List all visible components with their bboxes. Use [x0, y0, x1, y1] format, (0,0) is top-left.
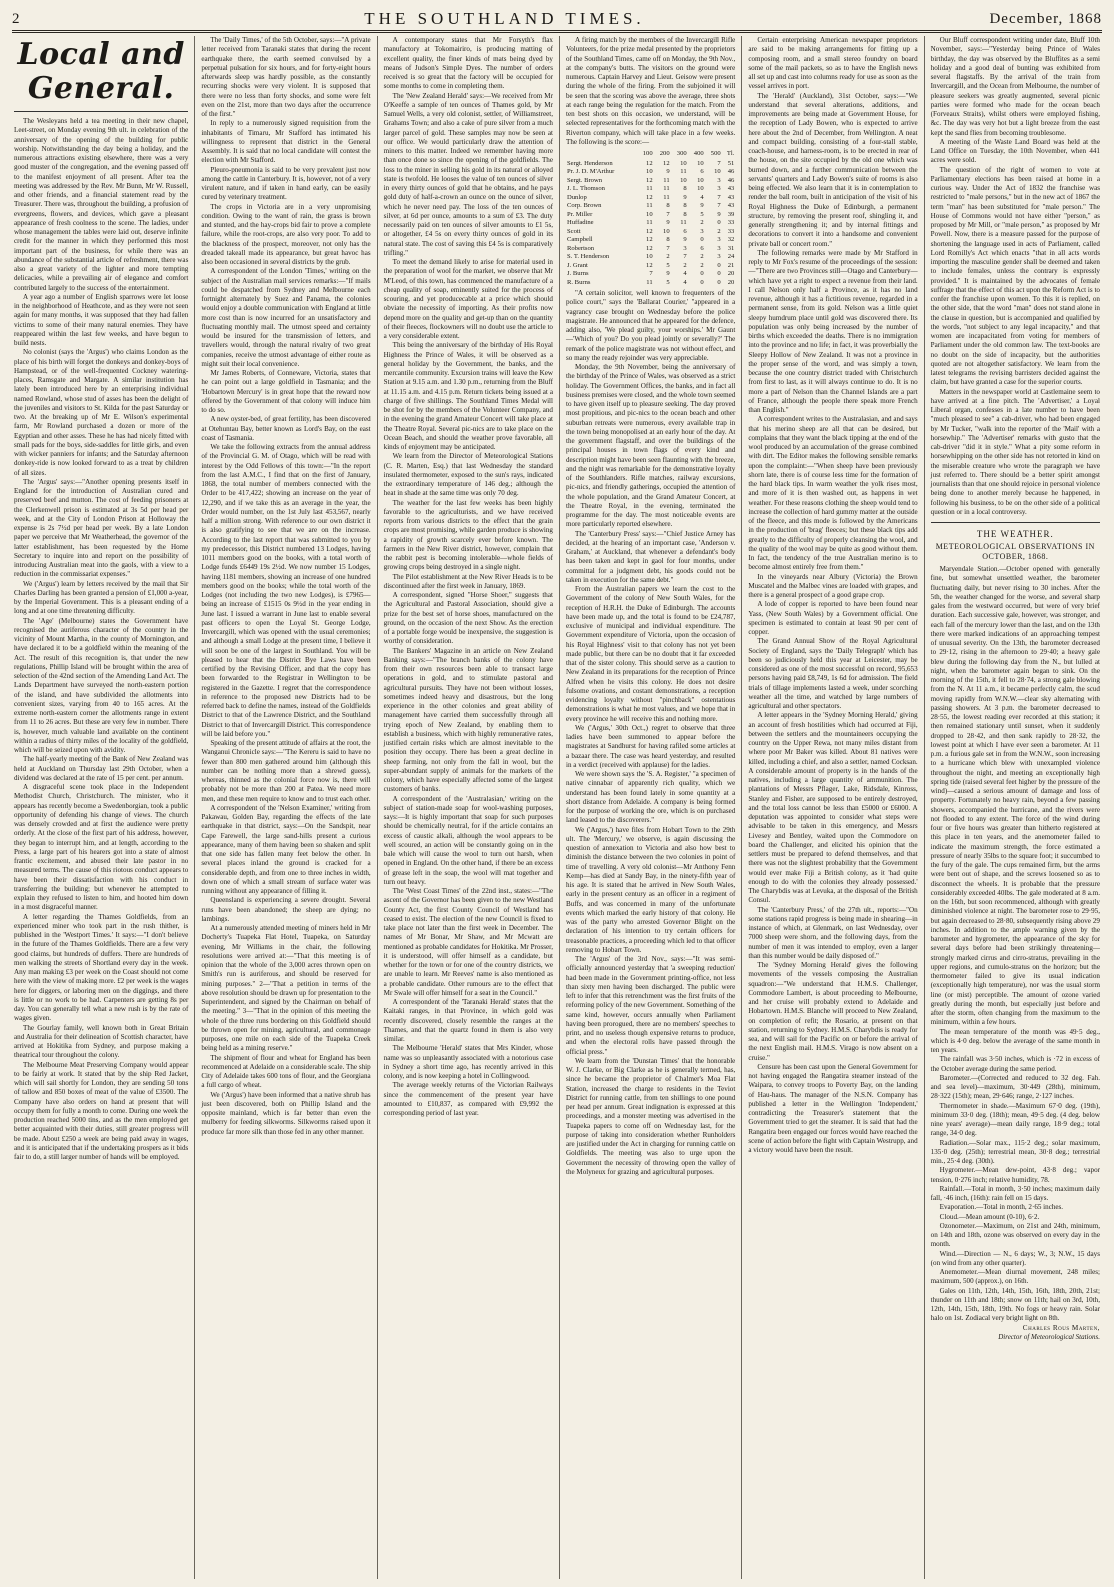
table-row — [566, 177, 735, 186]
table-row — [566, 279, 735, 288]
article-paragraph: The Bankers' Magazine in an article on New Zealand Banking says:—"The branch banks of the colony have from their own resources been able to transact large operations in gold, and to stimulate pastoral and agricultural pursuits. They have not been without losses, sometimes indeed heavy and disastrous, but the long experience in the other colonies and great ability of management have carried them successfully through all trying epoch of New Zealand, by enabling them to establish a business, which with highly remunerative rates, justified certain risks which are almost inevitable to the position they occupy. There has been a great decline in sheep farming, not only from the fall in wool, but the super-abundant supply of animals for the markets of the colony, which have especially affected some of the largest customers of banks. — [383, 646, 553, 794]
range-score: 11 — [646, 278, 653, 286]
range-score: 10 — [697, 185, 704, 192]
total-score: 43 — [727, 185, 735, 192]
article-paragraph: A correspondent, signed "Horse Shoer," suggests that the Agricultural and Pastoral Association, should give a prize for the best set of horse shoes, manufactured on the ground, on the occasion of the next Show. As the erection of a portable forge would be inexpensive, the suggestion is worthy of consideration. — [383, 591, 553, 646]
range-score: 12 — [646, 176, 653, 184]
article-paragraph: The half-yearly meeting of the Bank of New Zealand was held at Auckland on Thursday last 29th October, when a dividend was declared at the rate of 15 per cent. per annum. — [14, 755, 189, 782]
article-paragraph: Matters in the newspaper world at Castlemaine seem to have arrived at a fine pitch. The 'Advertiser,' a Loyal Liberal organ, confesses in a late number to have been "much pleased to see" a cab-driver, who had been engaged by Mr Tucker, "walk into the reporter of the 'Mail' with a horsewhip." The 'Advertiser' remarks with gusto that the cab-driver "did it in style." What a pity some reform in horsewhipping on the other side has not retorted in kind on the miserable creature who wrote the paragraph we have just referred to. There should be a better spirit amongst journalists than that one should rejoice in personal violence being done to another merely because he happened, in following his business, to be on the other side of a political question or in a local controversy. — [930, 387, 1100, 516]
rifle-range-header: 500 — [710, 150, 721, 157]
article-paragraph: Thermometer in shade.—Maximum 67·0 deg. (19th), minimum 33·0 deg. (18th); mean, 49·5 deg. (4 deg. below nine years' average)—mean daily range, 18·9 deg.; total range, 34·0 deg. — [930, 1101, 1100, 1138]
article-paragraph: The Melbourne 'Herald' states that Mrs Kinder, whose name was so unpleasantly associated with a notorious case in Sydney a short time ago, has recently arrived in this colony, and is now keeping a hotel in Collingwood. — [383, 1044, 553, 1080]
range-score: 12 — [663, 159, 670, 167]
total-score: 20 — [727, 278, 735, 286]
range-score: 9 — [700, 202, 704, 209]
column-6-articles — [931, 36, 1100, 517]
table-row — [566, 245, 735, 254]
range-score: 7 — [666, 244, 670, 252]
shooter-name: Pr. Miller — [566, 210, 593, 218]
range-score: 7 — [666, 210, 670, 218]
shooter-name: J. Burns — [566, 270, 589, 277]
article-paragraph: The crops in Victoria are in a very unpromising condition. Owing to the want of rain, the grass is brown and stunted, and the hay-crops bid fair to prove a complete failure, while the root-crops, are also very poor. To add to the blackness of the prospect, moreover, not only has the dreaded takeall made its appearance, but great havoc has also been occasioned in several districts by the grub. — [201, 202, 371, 266]
rifle-score-header — [566, 149, 735, 160]
range-score: 5 — [666, 261, 670, 269]
article-paragraph: A letter appears in the 'Sydney Morning Herald,' giving an account of fresh hostilities which had occurred at Fiji, between the settlers and the mountaineers occupying the country on the Upper Rewa, not many miles distant from where poor Mr Baker was killed. About 81 natives were killed, including a chief, and also a settler, named Cocksan. A considerable amount of property is in the hands of the natives, including a large quantity of ammunition. The plantations of Messrs Pflager, Lake, Ridsdale, Kinross, Stanley and Fisher, are supposed to be entirely destroyed, and the total loss cannot be less than £5000 or £6000. A deputation was appointed to consider what steps were advisable to be taken in this emergency, and Messrs Livesey and Bentley, waited upon the Commodore on board the Challenger, and elicited his opinion that the settlers must be prepared to defend themselves, and that there was not the slightest probability that the Government would ever make Fiji a British colony, as it 'had quite enough to do with the colonies they already possessed.' The Charybdis was at Levuka, at the disposal of the British Consul. — [748, 711, 918, 905]
range-score: 7 — [717, 159, 721, 167]
total-score: 33 — [727, 227, 735, 235]
article-paragraph: Cloud.—Mean amount (0-10), 6·2. — [939, 1212, 1040, 1221]
article-paragraph: The 'West Coast Times' of the 22nd inst., states:—"The ascent of the Governor has been given to the new Westland County Act, the first County Council of Westland has ceased to exist. The election of the new Council is fixed to take place not later than the first week in December. The names of Mr Bonar, Mr Shaw, and Mr Mcwatt are mentioned as probable candidates for Hokitika. Mr Prosser, it is understood, will offer himself as a candidate, but whether for the town or for one of the country districts, we are unable to learn. Mr Reeves' name is also mentioned as a probable candidate. Other rumours are to the effect that Mr Swale will offer himself for a seat in the Council." — [383, 887, 553, 997]
article-paragraph: From the Australian papers we learn the cost to the Government of the colony of New South Wales, for the reception of H.R.H. the Duke of Edinburgh. The accounts have been made up, and the total is found to be £24,787, exclusive of municipal and individual expenditure. The Government expenditure of Victoria, upon the occasion of his Royal Highness' visit to that colony has not yet been made public, but there can be no doubt that it far exceeded that of the sister colony. This should serve as a caution to New Zealand in its preparations for the reception of Prince Alfred when he visits this colony. He does not desire fulsome ovations, and costant demonstrations, a reception evidencing loyalty without "pinchback" ostentatious demonstrations is what he most values, and we hope that in every province he will receive this and nothing more. — [565, 585, 736, 723]
range-score: 10 — [646, 253, 653, 260]
article-paragraph: The 'Argus' says:—"Another opening presents itself in England for the introduction of Australian cured and preserved beef and mutton. The cost of feeding prisoners at the Clerkenwell prison is estimated at 3s 5d per head per week, and at the City of London Prison at Holloway the expense is 2s 7½d per head per week. By a late London paper we perceive that Mr Weatherhead, the governor of the latter establishment, has been requested by the Home Secretary to inquire into and report on the possibility of introducing Australian meat into the gaols, with a view to a reduction in the commissariat expenses." — [14, 477, 189, 579]
rifle-match-intro: A firing match by the members of the Invercargill Rifle Volunteers, for the prize medal presented by the proprietors of the Southland Times, came off on Monday, the 9th Nov., at the company's butts. The visitors on the ground were numerous. Captain Harvey and Lieut. Geisow were present during the whole of the firing. From the subjoined it will be seen that the scoring was above the average, three shots at each range being the regulation for the match. From the ten best shots on this occasion, we understand, will be selected representatives for the forthcoming match with the Riverton company, which will take place in a few weeks. The following is the score:— — [565, 36, 736, 146]
range-score: 3 — [700, 227, 704, 235]
rifle-range-header: 100 — [642, 150, 653, 157]
table-row — [566, 194, 735, 203]
section-heading: Local and General. — [17, 37, 185, 106]
article-paragraph: This being the anniversary of the birthday of His Royal Highness the Prince of Wales, it will be observed as a general holiday by the Government, the banks, and the mercantile community. Excursion trains will leave the Kew Station at 9.15 a.m. and 1.30 p.m., returning from the Bluff at 11.15 a.m. and 4.15 p.m. Return tickets being issued at a charge of five shillings. The Southland Times Medal will be shot for by the members of the Volunteer Company, and in the evening the grand Amateur Concert will take place at the Theatre Royal. Several pic-nics are to take place on the Ocean Beach, and should the weather prove favorable, all kinds of enjoyment may be anticipated. — [383, 341, 553, 451]
rifle-range-header: 400 — [693, 150, 704, 157]
range-score: 10 — [680, 176, 687, 184]
article-paragraph: The 'Canterbury Press,' of the 27th ult., reports:—"On some stations rapid progress is being made in shearing—in instance of which, at Glenmark, on last Wednesday, over 7000 sheep were shorn, and the following days, from the number of men it was intended to employ, even a larger than this number would be daily disposed of." — [748, 905, 918, 960]
range-score: 2 — [717, 227, 721, 235]
article-paragraph: Monday, the 9th November, being the anniversary of the birthday of the Prince of Wales, was observed as a strict holiday. The Government Offices, the banks, and in fact all business premises were closed, and the whole town seemed to have given itself up to pleasure seeking. The day proved most propitious, and pic-nics to the ocean beach and other suburban retreats were numerous, every available trap in the town being monopolised at an early hour of the day. At the government flagstaff, and over the buildings of the principal houses in town flags of every kind and description might have been seen flaunting with the breeze, and the night was remarkable for the demonstrative loyalty of the Southlanders. Rifle matches, railway excursions, pic-nics, and friendly gatherings, occupied the attention of the whole population, and the Grand Amateur Concert, at the Theatre Royal, in the evening, terminated the programme for the day. The most noticeable events are more particularly reported elsewhere. — [565, 363, 736, 529]
range-score: 0 — [717, 270, 721, 277]
range-score: 8 — [683, 210, 687, 218]
article-paragraph: The Gourlay family, well known both in Great Britain and Australia for their delineation of Scottish character, have arrived at Hokitika from Sydney, and purpose making a theatrical tour throughout the colony. — [14, 1023, 189, 1060]
rifle-score-body — [566, 160, 735, 288]
range-score: 0 — [700, 236, 704, 243]
article-paragraph: Evaporation.—Total in month, 2·65 inches. — [939, 1203, 1064, 1212]
range-score: 3 — [717, 244, 721, 252]
article-paragraph: A correspondent of the 'Australasian,' writing on the subject of station-made soap for wool-washing purposes, says:—It is highly important that soap for such purposes should be chemically neutral, for if the article contains an excess of caustic alkali, although the wool appears to be well scoured, an action will be constantly going on in the bale which will cause the wool to turn out harsh, when opened in England. On the other hand, if there be an excess of grease left in the soap, the wool will mat together and turn out heavy. — [383, 794, 553, 886]
table-row — [566, 160, 735, 169]
article-paragraph: To meet the demand likely to arise for material used in the preparation of wool for the market, we observe that Mr M'Leod, of this town, has commenced the manufacture of a cheap quality of soap, eminently suited for the process of scouring, and yet producecable at a price which should obviate the necessity of importing. As their profits now depend more on the quality and get-up than on the quantity of their fleeces, flockowners will no doubt use the article to a very considerable extent. — [383, 258, 553, 340]
range-score: 9 — [683, 236, 687, 243]
article-paragraph: The average weekly returns of the Victorian Railways since the commencement of the present year have amounted to £10,837, as compared with £9,992 the corresponding period of last year. — [383, 1081, 553, 1117]
total-score: 43 — [727, 193, 735, 201]
range-score: 9 — [683, 193, 687, 201]
column-4-articles — [566, 289, 735, 1177]
article-paragraph: Rainfall.—Total in month, 3·50 inches; maximum daily fall, ·46 inch, (16th): rain fell on 15 days. — [930, 1184, 1100, 1202]
range-score: 8 — [683, 202, 687, 209]
page-number: 2 — [12, 10, 20, 27]
table-row — [566, 185, 735, 194]
table-row — [566, 270, 735, 279]
article-paragraph: The Grand Annual Show of the Royal Agricultural Society of England, says the 'Daily Telegraph' which has been so judiciously held this year at Leicester, may be considered as one of the most successful on record, 95,653 persons having paid £8,749, 1s 6d for admission. The field trials of tillage implements lasted a week, under scorching weather all the time, and watched by large numbers of agricultural and other spectators. — [748, 637, 918, 710]
range-score: 11 — [680, 168, 687, 175]
range-score: 0 — [700, 270, 704, 277]
column-4 — [559, 36, 741, 1579]
article-paragraph: A correspondent of the London 'Times,' writing on the subject of the Australian mail services remarks:—"If mails could be despatched from Sydney and Melbourne each fortnight alternately by Suez and Panama, the colonies would enjoy a double communication with England at little more cost than is now incurred for an unsatisfactory and fluctuating monthly mail. The utmost speed and certainty would be insured for the transmission of letters, and travellers would, through the natural rivalry of two great companies, receive the utmost advantage of either route as might suit their local convenience. — [201, 267, 371, 368]
range-score: 10 — [646, 168, 653, 175]
article-paragraph: The Melbourne Meat Preserving Company would appear to be fairly at work. It stated that by the ship Red Jacket, which will sail shortly for London, they are sending 50 tons of tallow and 850 boxes of meat of the value of £3500. The Company have also orders on hand at present that will occupy them for fully a month to come. During one week the production reached 5000 tins, and as the men employed get better acquainted with their duties, still greater progress will be made. About £250 a week are being paid away in wages, and it is anticipated that if the undertaking prospers as it bids fair to do, a still larger number of hands will be employed. — [14, 1060, 189, 1161]
article-paragraph: The 'Argus' of the 3rd Nov., says:—"It was semi-officially announced yesterday that 'a sweeping reduction' had been made in the Government printing-office, not less than sixty men having been discharged. The public were left to infer that this retrenchment was the first fruits of the reforming policy of the new Government. Something of the same kind, however, occurs annually when Parliament having been prorogued, there are no members' speeches to print, and no useless though expensive returns to produce, and when the electoral rolls have passed through the official press." — [565, 955, 736, 1056]
total-score: 20 — [727, 270, 735, 277]
range-score: 9 — [717, 210, 721, 218]
article-paragraph: Ozonometer.—Maximum, on 21st and 24th, minimum, on 14th and 18th, ozone was observed on every day in the month. — [930, 1221, 1100, 1249]
range-score: 11 — [646, 202, 653, 209]
range-score: 12 — [646, 244, 653, 252]
range-score: 5 — [700, 210, 704, 218]
article-paragraph: A year ago a number of English sparrows were let loose in the neighborhood of Heathcote, and as they were not seen again for many months, it was supposed that they had fallen victims to some of their many natural enemies. They have reappeared within the last few weeks, and have begun to build nests. — [14, 292, 189, 347]
article-paragraph: No colonist (says the 'Argus') who claims London as the place of his birth will forget the donkeys and donkey-boys of Hampstead, or of the well-frequented Cockney watering-places, Ramsgate and Margate. A similar institution has lately been introduced here by an enterprising individual named Rowland, whose stud of asses has been the delight of the juveniles and visitors to St. Kilda for the past Saturday or two. At the breaking up of Mr E. Wilson's experimental farm, Mr Rowland purchased a dozen or more of the Egyptian and other asses. These he has had nicely fitted with small pads for the boys, side-saddles for little girls, and even with wicker panniers for infants; and the Saturday afternoon donkey-ride is now looked forward to as a treat by children of all sizes. — [14, 348, 189, 477]
range-score: 9 — [666, 270, 670, 277]
article-paragraph: The Wesleyans held a tea meeting in their new chapel, Leet-street, on Monday evening 9th ult. in celebration of the anniversary of the opening of the building for public worship. Notwithstanding the day being a holiday, and the numerous attractions existing elsewhere, there was a very good muster of the congregation, and the evening passed off to the manifest enjoyment of all present. After tea the meeting was addressed by the Rev. Mr Bunn, Mr W. Russell, and other friends, and a financial statement read by the Treasurer. There was, throughout the building, a profusion of evergreens, flowers, and devices, which gave a pleasant appearance of fresh coolness to the scene. The ladies, under whose management the tables were laid out, deserve infinite credit for the manner in which they performed this most important part of the business, for while there was an abundance of the substantial article of refreshment, there was also a great variety of the lighter and more tempting delicacies, while a prevailing air of elegance and comfort contributed largely to the success of the entertainment. — [14, 117, 189, 292]
column-5-articles — [748, 36, 917, 1155]
article-paragraph: Pleuro-pneumonia is said to be very prevalent just now among the cattle in Canterbury. It is, however, not of a very virulent nature, and if taken in hand early, can be easily cured by veterinary treatment. — [201, 165, 371, 202]
range-score: 3 — [717, 176, 721, 184]
range-score: 2 — [700, 219, 704, 226]
shooter-name: R. Burns — [566, 278, 591, 286]
range-score: 5 — [666, 278, 670, 286]
range-score: 3 — [683, 244, 687, 252]
table-row — [566, 236, 735, 245]
article-paragraph: Mr James Roberts, of Conneware, Victoria, states that he can point out a large goldfield in Tasmania; and the 'Hobartown Mercury' is in great hope that the reward now offered by the Government of that colony will induce him to do so. — [201, 369, 371, 414]
shooter-name: J. L. Thomson — [566, 185, 605, 192]
shooter-name: Sergt. Brown — [566, 176, 603, 184]
shooter-name: J. Grant — [566, 261, 588, 269]
weather-report — [931, 565, 1100, 1324]
total-score: 46 — [727, 168, 735, 175]
article-paragraph: Censure has been cast upon the General Government for not having engaged the Rangatira steamer instead of the Waipara, to convey troops to Poverty Bay, on the landing of Hau-haus. The manager of the N.S.N. Company has published a letter in the Wellington 'Independent,' contradicting the Treasurer's statement that the Government tried to get the steamer. It is said that had the Rangatira been engaged our forces would have reached the scene of action before the fight with Captain Westrupp, and a victory would have been the result. — [748, 1062, 918, 1154]
shooter-name: Corp. Brown — [566, 202, 602, 209]
article-paragraph: The 'Daily Times,' of the 5th October, says:—"A private letter received from Taranaki states that during the recent earthquake there, the earth seemed convulsed by a perpetual pulsation for six hours, and for forty-eight hours afterwards sleep was hardly possible, as the constantly recurring shocks were very violent. It is supposed that there were no less than forty shocks, and some were felt even on the 21st, more than two days after the occurrence of the first." — [201, 36, 371, 118]
range-score: 11 — [680, 219, 687, 226]
article-paragraph: A disgraceful scene took place in the Independent Methodist Church, Christchurch. The minister, who it appears has recently become a Swedenborgian, took a public opportunity of defending his change of views. The church was densely crowded and at first the audience were pretty orderly. At the close of the first part of his address, however, they began to interrupt him, and at length, according to the Press, a large part of his hearers got into a state of almost frantic excitement, and abused their late pastor in no measured terms. The cause of this riotous conduct appears to have been their dissatisfaction with his conduct in transferring the building; but whenever he attempted to explain they refused to listen to him, and hooted him down in a most disgraceful manner. — [14, 783, 189, 912]
column-2 — [194, 36, 376, 1579]
range-score: 10 — [646, 210, 653, 218]
article-paragraph: The 'Canterbury Press' says:—"Chief Justice Arney has decided, at the hearing of an important case, 'Anderson v. Graham,' at Auckland, that whenever a defendant's body has been taken and kept in gaol for four months, under committal for a judgment debt, his goods could not be taken in execution for the same debt." — [565, 529, 736, 584]
range-score: 2 — [700, 253, 704, 260]
rifle-range-header: Tl. — [726, 150, 735, 157]
shooter-name: Sergt. Henderson — [566, 159, 613, 167]
range-score: 2 — [683, 261, 687, 269]
shooter-name: Scott — [566, 227, 581, 235]
rifle-range-header: 300 — [676, 150, 687, 157]
range-score: 11 — [646, 185, 653, 192]
article-paragraph: We ('Argus,' 30th Oct.,) regret to observe that three ladies have been summoned to appear before the magistrates at Sandhurst for having rafiled some articles at a bazaar there. The case was heard yesterday, and resulted in a verdict (received with applause) for the ladies. — [565, 723, 736, 769]
article-paragraph: The mean temperature of the month was 49·5 deg., which is 4·0 deg. below the average of the same month in ten years. — [930, 1027, 1100, 1054]
total-score: 46 — [727, 176, 735, 184]
article-paragraph: Radiation.—Solar max., 115·2 deg.; solar maximum, 135·0 deg. (25th); terrestrial mean, 30·8 deg.; terrestrial min., 25·4 deg. (30th). — [930, 1138, 1100, 1165]
rifle-range-header: 200 — [659, 150, 670, 157]
article-paragraph: In the vineyards near Albury (Victoria) the Brown Muscatel and the Malbec vines are loaded with grapes, and there is a general prospect of a good grape crop. — [748, 572, 918, 599]
range-score: 6 — [683, 227, 687, 235]
total-score: 39 — [727, 210, 735, 218]
range-score: 10 — [697, 159, 704, 167]
article-paragraph: Hygrometer.—Mean dew-point, 43·8 deg.; vapor tension, 0·276 inch; relative humidity, 78. — [930, 1166, 1100, 1184]
masthead — [12, 8, 1102, 33]
article-paragraph: We learn from the Director of Meteorological Stations (C. R. Marten, Esq.) that last Wednesday the standard insulated thermometer, exposed to the sun's rays, indicated the extraordinary temperature of 146 deg.; although the heat in shade at the same time was only 70 deg. — [383, 452, 553, 498]
range-score: 12 — [646, 227, 653, 235]
table-row — [566, 202, 735, 211]
range-score: 7 — [683, 253, 687, 260]
table-row — [566, 168, 735, 177]
article-paragraph: The rainfall was 3·50 inches, which is ·72 in excess of the October average during the same period. — [930, 1055, 1100, 1073]
range-score: 4 — [700, 193, 704, 201]
range-score: 8 — [666, 236, 670, 243]
range-score: 8 — [666, 202, 670, 209]
article-paragraph: A meeting of the Waste Land Board was held at the Land Office on Tuesday, the 10th November, when 441 acres were sold. — [930, 137, 1100, 165]
article-paragraph: A correspondent of the 'Taranaki Herald' states that the Kaitaki ranges, in that Province, in which gold was recently discovered, closely resemble the ranges at the Thames, and that the quartz found in them is also very similar. — [383, 998, 553, 1043]
shooter-name: Dunlop — [566, 193, 587, 201]
divider — [14, 111, 188, 112]
article-paragraph: We ('Argus') learn by letters received by the mail that Sir Charles Darling has been granted a pension of £1,000 a-year, by the Imperial Government. This is a pleasant ending of a long and at one time threatening difficulty. — [14, 579, 189, 616]
range-score: 7 — [717, 202, 721, 209]
shooter-name: Huffadine — [566, 219, 594, 226]
article-paragraph: The 'Sydney Morning Herald' gives the following movements of the vessels composing the Australian squadron:—"We understand that H.M.S. Challenger, Commodore Lambert, is about proceeding to Melbourne, and her cruise will probably extend to Adelaide and Hobartown. H.M.S. Blanche will proceed to New Zealand, on completion of refit; the Rosario, at present on that station, returning to Sydney. H.M.S. Charybdis is ready for sea, and will sail for the Pacific on or before the arrival of the next English mail. H.M.S. Virago is now absent on a cruise." — [748, 961, 918, 1062]
article-paragraph: Speaking of the present attitude of affairs at the root, the Wanganui Chronicle says:—"The Kereru is said to have no fewer than 800 men gathered around him (although this number can be nothing more than a shrewd guess), whereas, thinned as the colonial force now is, there will probably not be more than 200 at Patea. We need more men, and these men require to know and to trust each other. — [201, 739, 371, 803]
article-paragraph: Queensland is experiencing a severe drought. Several runs have been abandoned; the sheep are dying; no lambings. — [201, 896, 371, 923]
range-score: 2 — [700, 261, 704, 269]
range-score: 3 — [717, 185, 721, 192]
range-score: 4 — [683, 270, 687, 277]
rifle-score-table — [566, 149, 735, 287]
article-paragraph: A letter regarding the Thames Goldfields, from an experienced miner who took part in the rush thither, is published in the 'Westport Times.' It says:—"I don't believe in the future of the Thames Goldfields. There are a few very good claims, but hundreds of duffers. There are hundreds of men walking the streets of Shortland every day in the week. Any man making £3 per week on the Coast should not come here with the view of making more. £2 per week is the wages here for diggers, or laboring men on the diggings, and there is little or no work to be had. Carpenters are getting 8s per day. You can generally tell what a new rush is by the rate of wages given. — [14, 912, 189, 1023]
signature-name: Charles Rous Marten, — [1022, 1323, 1100, 1332]
article-paragraph: A lode of copper is reported to have been found near Yass, (New South Wales) by a Government official. One specimen is estimated to contain at least 90 per cent of copper. — [748, 600, 918, 636]
article-paragraph: Gales on 11th, 12th, 14th, 15th, 16th, 18th, 20th, 21st; thunder on 11th and 18th; snow on 11th; hail on 3rd, 10th, 12th, 14th, 15th, 18th, 19th. No fogs or heavy rain. Solar halo on 1st. Zodiacal very bright light on 8th. — [930, 1286, 1100, 1323]
range-score: 7 — [649, 270, 653, 277]
shooter-name: Pr. J. D. M'Arthur — [566, 168, 615, 175]
range-score: 6 — [700, 244, 704, 252]
table-row — [566, 262, 735, 271]
range-score: 10 — [680, 159, 687, 167]
article-paragraph: We ('Argus') have been informed that a native shrub has just been discovered, both on Phillip Island and the opposite mainland, which is far better than even the mulberry for feeding silkworms. Silkworms raised upon it produce far more silk than those fed in any other manner. — [201, 1090, 371, 1136]
table-row — [566, 253, 735, 262]
divider — [931, 522, 1100, 523]
article-paragraph: We learn from the 'Dunstan Times' that the honorable W. J. Clarke, or Big Clarke as he is generally termed, has, since he became the proprietor of Chalmer's Moa Flat Station, increased the charge to residents in the Teviot District for running cattle, from ten shillings to one pound per head per annum. Great indignation is expressed at this proceedings, and a monster meeting was advertised in the Tuapeka papers to come off on Wednesday last, for the purpose of taking into consideration whether Runholders are justified under the Act in charging for running cattle on Goldfields. The meeting was also to urge upon the Government the necessity of throwing open the valley of the Molyneux for grazing and agricultural purposes. — [565, 1056, 736, 1176]
article-paragraph: Our Bluff correspondent writing under date, Bluff 10th November, says:—"Yesterday being Prince of Wales birthday, the day was observed by the Bluffites as a semi holiday and a good deal of bunting was exhibited from several flagstaffs. By the arrival of the train from Invercargill, and the Ocean from Melbourne, the number of pleasure seekers was greatly augmented, several picnic parties were formed who made for the ocean beach (Forveaux Straits), whilst others were employed fishing, &c. The day was very hot but a light breeze from the east kept the sand flies from becoming troublesome. — [930, 36, 1100, 137]
total-score: 43 — [727, 202, 735, 209]
column-3-articles — [384, 36, 553, 1118]
range-score: 0 — [717, 278, 721, 286]
shooter-name: S. T. Henderson — [566, 253, 610, 260]
article-paragraph: In reply to a numerously signed requisition from the inhabitants of Timaru, Mr Stafford has intimated his willingness to represent that district in the General Assembly. It is said that no local candidate will contest the election with Mr Stafford. — [201, 119, 371, 165]
range-score: 11 — [663, 176, 670, 184]
article-paragraph: A correspondent of the 'Nelson Examiner,' writing from Pakawau, Golden Bay, regarding the effects of the late earthquake in that district, says:—On the Sandspit, near Cape Farewell, the large sand-hills present a curious appearance, many of them having been so shaken and split that one side has fallen many feet below the other. In several places inland the ground is cracked for a considerable depth, and from one to three inches in width, down one of which a small stream of surface water was running without any appearance of filling it. — [201, 803, 371, 895]
weather-heading: THE WEATHER. — [976, 529, 1054, 539]
range-score: 0 — [717, 219, 721, 226]
table-row — [566, 228, 735, 237]
column-1-articles — [14, 117, 188, 1162]
page-columns — [12, 36, 1106, 1579]
weather-subheading: METEOROLOGICAL OBSERVATIONS IN OCTOBER, 1868. — [935, 542, 1095, 561]
range-score: 6 — [700, 168, 704, 175]
range-score: 3 — [717, 236, 721, 243]
signature-title: Director of Meteorological Stations. — [998, 1332, 1100, 1341]
article-paragraph: A new oyster-bed, of great fertility, has been discovered at Otehuntau Bay, better known as Lord's Bay, on the east coast of Tasmania. — [201, 415, 371, 442]
range-score: 0 — [717, 261, 721, 269]
range-score: 7 — [717, 193, 721, 201]
article-paragraph: Maryendale Station.—October opened with generally fine, but somewhat unsettled weather, the barometer fluctuating daily, but never rising to 30 inches. After the 5th, the weather changed for the worse, and several sharp gales from the westward occurred, but were of very brief duration. Each successive gale, however, was stronger, and each fall of the mercury lower than the last, and on the 13th there were marked indications of an approaching tempest of unusual severity. On the 13th, the barometer decreased to 29·12, rising in the afternoon to 29·40; a heavy gale blew during the following day from the N., but lulled at night, when the barometer again began to sink. On the morning of the 15th, it fell to 28·74, a strong gale blowing from the N. At 11 a.m., it became perfectly calm, the scud moving rapidly from W.N.W.—clear sky alternating with passing showers. At 3 p.m. the barometer decreased to 28·55, the lowest reading ever recorded at this station; it then remained stationary until sunset, when it suddenly dropped to 28·42, and then sank rapidly to 28·32, the lowest point at which I have ever seen a barometer. At 11 p.m. a furious gale set in from the W.N.W., soon increasing to a hurricane which blew with unexampled violence throughout the night, and meeting an exceptionally high spring tide (raised several feet higher by the pressure of the wind)—caused a serious amount of damage and loss of property. Fortunately no heavy rain, beyond a few passing showers, accompanied the hurricane, and the rivers were not flooded to any extent. The force of the wind during four or five hours was greater than hitherto registered at this place in ten years, and the anemometer failed to indicate the maximum strength, the force estimated a pressure of nearly 35lbs to the square foot; it succumbed to the fury of the gale. The cups remained firm, but the arms were bent out of shape, and the screws loosened so as to disconnect the wheels. It is probable that the pressure considerably exceeded 40lbs. The gale moderated at 8 a.m. on the 16th, but soon recommenced, although with greatly diminished violence at night. The barometer rose to 29·95, but again decreased to 28·80, subsequently rising above 29 inches. In addition to the ample warning given by the barometer and hygrometer, the appearance of the sky for several days before had been strikingly threatening—strongly marked cirrus and cirro-stratus, prevailing in the upper regions, and cumulo-stratus on the horizon; but the thermometer failed to give its usual indication (exceptionally high temperature), nor was the usual storm line (or mist) perceptible. The amount of ozone varied greatly during the month, but especially just before and after the storm, often changing from the maximum to the minimum, within a few hours. — [930, 565, 1100, 1027]
range-score: 12 — [646, 236, 653, 243]
article-paragraph: Certain enterprising American newspaper proprietors are said to be making arrangements for fitting up a composing room, and a small stereo foundry on board some of the mail packets, so as to have the English news all set up and cast into columns ready for use as soon as the vessel arrives in port. — [748, 36, 918, 91]
total-score: 33 — [727, 219, 735, 226]
article-paragraph: At a numerously attended meeting of miners held in Mr Docherty's Tuapeka Flat Hotel, Tuapeka, on Saturday evening, Mr Williams in the chair, the following resolutions were arrived at:—"That this meeting is of opinion that the whole of the 3,000 acres thrown open on Smith's run is auriferous, and should be reserved for mining purposes." 2—"That a petition in terms of the above resolution should be drawn up for presentation to the Superintendent, and signed by the Chairman on behalf of the meeting." 3—"That in the opinion of this meeting the whole of the three runs bordering on this Goldfield should be thrown open for mining, agricultural, and commonage purposes, one mile on each side of the Tuapeka Creek being held as a mining reserve." — [201, 924, 371, 1053]
article-paragraph: The question of the right of women to vote at Parliamentary elections has been raised at home in a curious way. Under the Act of 1832 the franchise was restricted to "male persons," but in the new act of 1867 the term "man" has been substituted for "male person." The House of Commons would not have either "person," as proposed by Mr Mill, or "male person," as proposed by Mr Powell. Now, there is a measure passed for the purpose of shortening the language used in acts of Parliament, called Lord Romilly's Act which enacts "that in all acts words importing the masculine gender shall be deemed and taken to include females, unless the contrary is expressly provided." It is maintained by the advocates of female suffrage that the effect of this act upon the Reform Act is to confer the franchise upon women. To this it is replied, on the other side, that the word "man" does not stand alone in the clause in question, but is accompanied and qualified by the words, "not subject to any legal incapacity," and that women are incapacitated from voting for members of Parliament under the old common law. The text-books are no doubt on the side of incapacity, but the authorities quoted are not altogether satisfactory. We learn from the latest telegrams the revising barristers decided against the claim, but have granted a case for the superior courts. — [930, 165, 1100, 387]
article-paragraph: The Pilot establishment at the New River Heads is to be discontinued after the first week in January, 1869. — [383, 572, 553, 590]
range-score: 11 — [663, 185, 670, 192]
article-paragraph: The following remarks were made by Mr Stafford in reply to Mr Fox's resume of the proceedings of the session:—"There are two Provinces still—Otago and Canterbury—which have yet a right to expect a revenue from their land. I call Nelson only half a Province, as it has no land revenue, although it has a fictitious revenue, regarded in a permanent sense, from its gold. Nelson was a little quiet sleepy humdrum place until gold was discovered there. Its population was only being increased by the number of births which exceeded the deaths. There is no immigration into the province and no life; in fact, it was proverbially the Sleepy Hollow of New Zealand. It was not a province in the proper sense of the word, and was simply a town, because the one country district traded with Christchurch from first to last, as it will always continue to do. It is no more a part of Nelson than the Channel Islands are a part of France, although the people there speak more French than English." — [748, 248, 918, 414]
article-paragraph: Wind.—Direction — N., 6 days; W., 3; N.W., 15 days (on wind from any other quarter). — [930, 1249, 1100, 1267]
range-score: 0 — [700, 278, 704, 286]
range-score: 11 — [646, 219, 653, 226]
range-score: 9 — [666, 219, 670, 226]
article-paragraph: "A certain solicitor, well known to frequenters of the police court," says the 'Ballarat Courier,' "appeared in a vagrancy case brought on Wednesday before the police magistrate. He announced that he appeared for the defence, adding also, 'We plead guilty, your worships.' Mr Gaunt—'Which of you? Do you plead jointly or severally?' The remark of the police magistrate was not without effect, and so many the ready rejoinder was very appreciable. — [565, 289, 736, 362]
article-paragraph: Barometer.—(Corrected and reduced to 32 deg. Fah. and sea level)—maximum, 30·449 (28th), minimum, 28·322 (15th); mean, 29·646; range, 2·127 inches. — [930, 1073, 1100, 1101]
total-score: 21 — [727, 261, 735, 269]
range-score: 10 — [714, 168, 721, 175]
range-score: 2 — [666, 253, 670, 260]
shooter-name: Robertson — [566, 244, 595, 252]
issue-date: December, 1868 — [989, 10, 1102, 27]
article-paragraph: We were shown says the 'S. A. Register,' "a specimen of native cinnabar of apparently rich quality, which we understand has been found lately in some quantity at a short distance from Adelaide. A company is being formed for the purpose of working the ore, which is on purchased land leased to the discoverers." — [565, 770, 736, 825]
column-2-articles — [201, 36, 370, 1137]
range-score: 9 — [666, 168, 670, 175]
article-paragraph: We take the following extracts from the annual address of the Provincial G. M. of Otago, which will be read with interest by the Odd Fellows of this town:—"In the report from the last A.M.C., I find that on the first of January, 1868, the total number of members connected with the Order to be 417,422; showing an increase on the year of 12,290, and if we take this as an average in the year, the Order would number, on the 1st July last 453,567, nearly half a million strong. With reference to our own district it is also gratifying to see that we are on the increase. According to the last report that was submitted to you by my predecessor, this District numbered 13 Lodges, having 1011 members good on the books, with a total worth of Lodge funds £6449 19s 2½d. We now number 15 Lodges, having 1181 members, showing an increase of one hundred members good on the books; while the total worth of the Lodges (not including the two new Lodges), is £7965—being an increase of £1515 0s 9½d in the year ending in June last. I issued a warrant in June last to enable several past officers to open the Loyal St. George Lodge, Invercargill, which was opened with the usual ceremonies; and although a small Lodge at the present time, I believe it will soon be one of the largest in Southland. You will be pleased to hear that the District Bye Laws have been certified by the Revising Officer, and that the copy has been forwarded to the Registrar in Wellington to be registered in the Gazette. I regret that the correspondence in reference to the proposed new Districts had to be referred back to define the names, instead of the Goldfields District to that of the Lawrence District, and the Southland District to that of Invercargill District. This correspondence will be laid before you." — [201, 443, 371, 738]
shooter-name: Campbell — [566, 236, 593, 243]
total-score: 32 — [727, 236, 735, 243]
range-score: 12 — [646, 193, 653, 201]
total-score: 51 — [727, 159, 735, 167]
range-score: 3 — [717, 253, 721, 260]
range-score: 11 — [663, 193, 670, 201]
total-score: 31 — [727, 244, 735, 252]
article-paragraph: A correspondent writes to the Australasian, and and says that his merino sheep are all that can be desired, but complains that they want the black tipping at the end of the wool produced by an accumulation of the grease combined with dirt. The Editor makes the following sensible remarks upon the complaint:—"When sheep have been previously shorn late, there is of course less time for the formation of the hard black tips. In warm weather the yolk rises most, and more of it is then washed out, as happens in wet weather. For these reasons clothing the sheep would tend to increase the collection of hard gummy matter at the outside of the fleece, and this mode is followed by the Americans in the production of 'brag' fleeces; but these black tips add greatly to the difficulty of properly cleansing the wool, and the quality of the wool may be quite as good without them. In fact, the tendency of the true Australian merino is to become almost entirely free from them." — [748, 415, 918, 572]
article-paragraph: The 'Herald' (Auckland), 31st October, says:—"We understand that several alterations, additions, and improvements are being made at Government House, for the reception of Lady Bowen, who is expected to arrive here about the 2nd of December, from Wellington. A neat and compact building, consisting of a four-stall stable, coach-house, and harness-room, is to be erected in rear of the house, on the site occupied by the old one which was burned down, and a further communication between the servants' quarters and Lady Bowen's suite of rooms is also being effected. We also learn that it is in contemplation to render the ball room, built in anticipation of the visit of his Royal Highness the Duke of Edinburgh, a permanent structure, by removing the present roof, shingling it, and generally strengthening it; and by internal fittings and decorations to convert it into a handsome and convenient private ball or concert room." — [748, 91, 918, 248]
range-score: 10 — [697, 176, 704, 184]
column-6 — [924, 36, 1106, 1579]
column-5 — [741, 36, 923, 1579]
table-row — [566, 211, 735, 220]
range-score: 12 — [646, 159, 653, 167]
range-score: 4 — [683, 278, 687, 286]
range-score: 12 — [646, 261, 653, 269]
column-1 — [12, 36, 194, 1579]
total-score: 24 — [727, 253, 735, 260]
article-paragraph: A contemporary states that Mr Forsyth's flax manufactory at Tokomairiro, is producing matting of excellent quality, the finer kinds of mats being dyed by means of Judson's Simple Dyes. The number of orders received is so great that the factory will be occupied for some months to come in completing them. — [383, 36, 553, 91]
article-paragraph: We ('Argus,') have files from Hobart Town to the 29th ult. The 'Mercury,' we observe, is again discussing the question of annexation to Victoria and also how best to diminish the distance between the two colonies in point of time of travelling. A very old colonist—Mr Anthony Fenn Kemp—has died at Sandy Bay, in the ninety-fifth year of his age. It is stated that he arrived in New South Wales, early in the present century as an officer in a regiment of Buffs, and was concerned in many of the unfortunate events which marked the early history of that colony. He was of the party who arrested Governor Blight on the declaration of his intention to try certain officers for treasonable practices, a proceeding which led to that officer removing to Hobart Town. — [565, 825, 736, 954]
article-paragraph: The 'Age' (Melbourne) states the Government have recognised the auriferous character of the country in the vicinity of Mount Martha, in the county of Mornington, and have declared it to be a goldfield within the meaning of the Act. The result of this recognition is, that under the new regulations, Phillip Island will be brought within the area of selection of the 42nd section of the Amending Land Act. The Lands Department have surveyed the north-eastern portion of the island, and have subdivided the allotments into convenient sizes, varying from 40 to 165 acres. At the extreme north-eastern corner the allotments range in extent from 11 to 26 acres. But these are very few in number. There is, however, much valuable land available on the continent within a radius of thirty miles of the locality of the goldfield, which will be seized upon with avidity. — [14, 616, 189, 754]
range-score: 8 — [683, 185, 687, 192]
table-row — [566, 219, 735, 228]
range-score: 10 — [663, 227, 670, 235]
newspaper-title: THE SOUTHLAND TIMES. — [364, 9, 645, 28]
article-paragraph: The shipment of flour and wheat for England has been recommenced at Adelaide on a considerable scale. The ship City of Adelaide takes 600 tons of flour, and the Georgiana a full cargo of wheat. — [201, 1053, 371, 1090]
article-paragraph: The weather for the last few weeks has been highly favorable to the agriculturists, and we have received reports from various districts to the effect that the grain crops are most promising, while garden produce is showing a rapidity of growth scarcely ever before known. The farmers in the New River district, however, complain that the rabbit pest is becoming intolerable—whole fields of growing crops being destroyed in a single night. — [383, 498, 553, 572]
article-paragraph: Anemometer.—Mean diurnal movement, 248 miles; maximum, 500 (approx.), on 16th. — [930, 1268, 1100, 1286]
column-3 — [377, 36, 559, 1579]
article-paragraph: The 'New Zealand Herald' says:—We received from Mr O'Keeffe a sample of ten ounces of Thames gold, by Mr Samuel Wells, a very old colonist, settler, of Williamstreet, Grahams Town; and also a cake of pure silver from a much larger parcel of gold. These samples may now be seen at our office. We would particularly draw the attention of miners to this matter. Indeed we remember having more than once done so since the opening of the goldfields. The loss to the miner in selling his gold in its natural or alloyed state is twofold. He looses the value of ten ounces of silver in every thirty ounces of gold that he obtains, and he pays gold duty of half-a-crown an ounce on the ounce of silver, which he never need pay. The loss of the ten ounces of silver, at 6d per ounce, amounts to a sum of £3. The duty necessarily paid on ten ounces of silver amounts to £1 5s, or altogether, £4 5s on every thirty ounces of gold in its natural state. The cost of saving this £4 5s is comparatively trifling." — [383, 91, 553, 257]
